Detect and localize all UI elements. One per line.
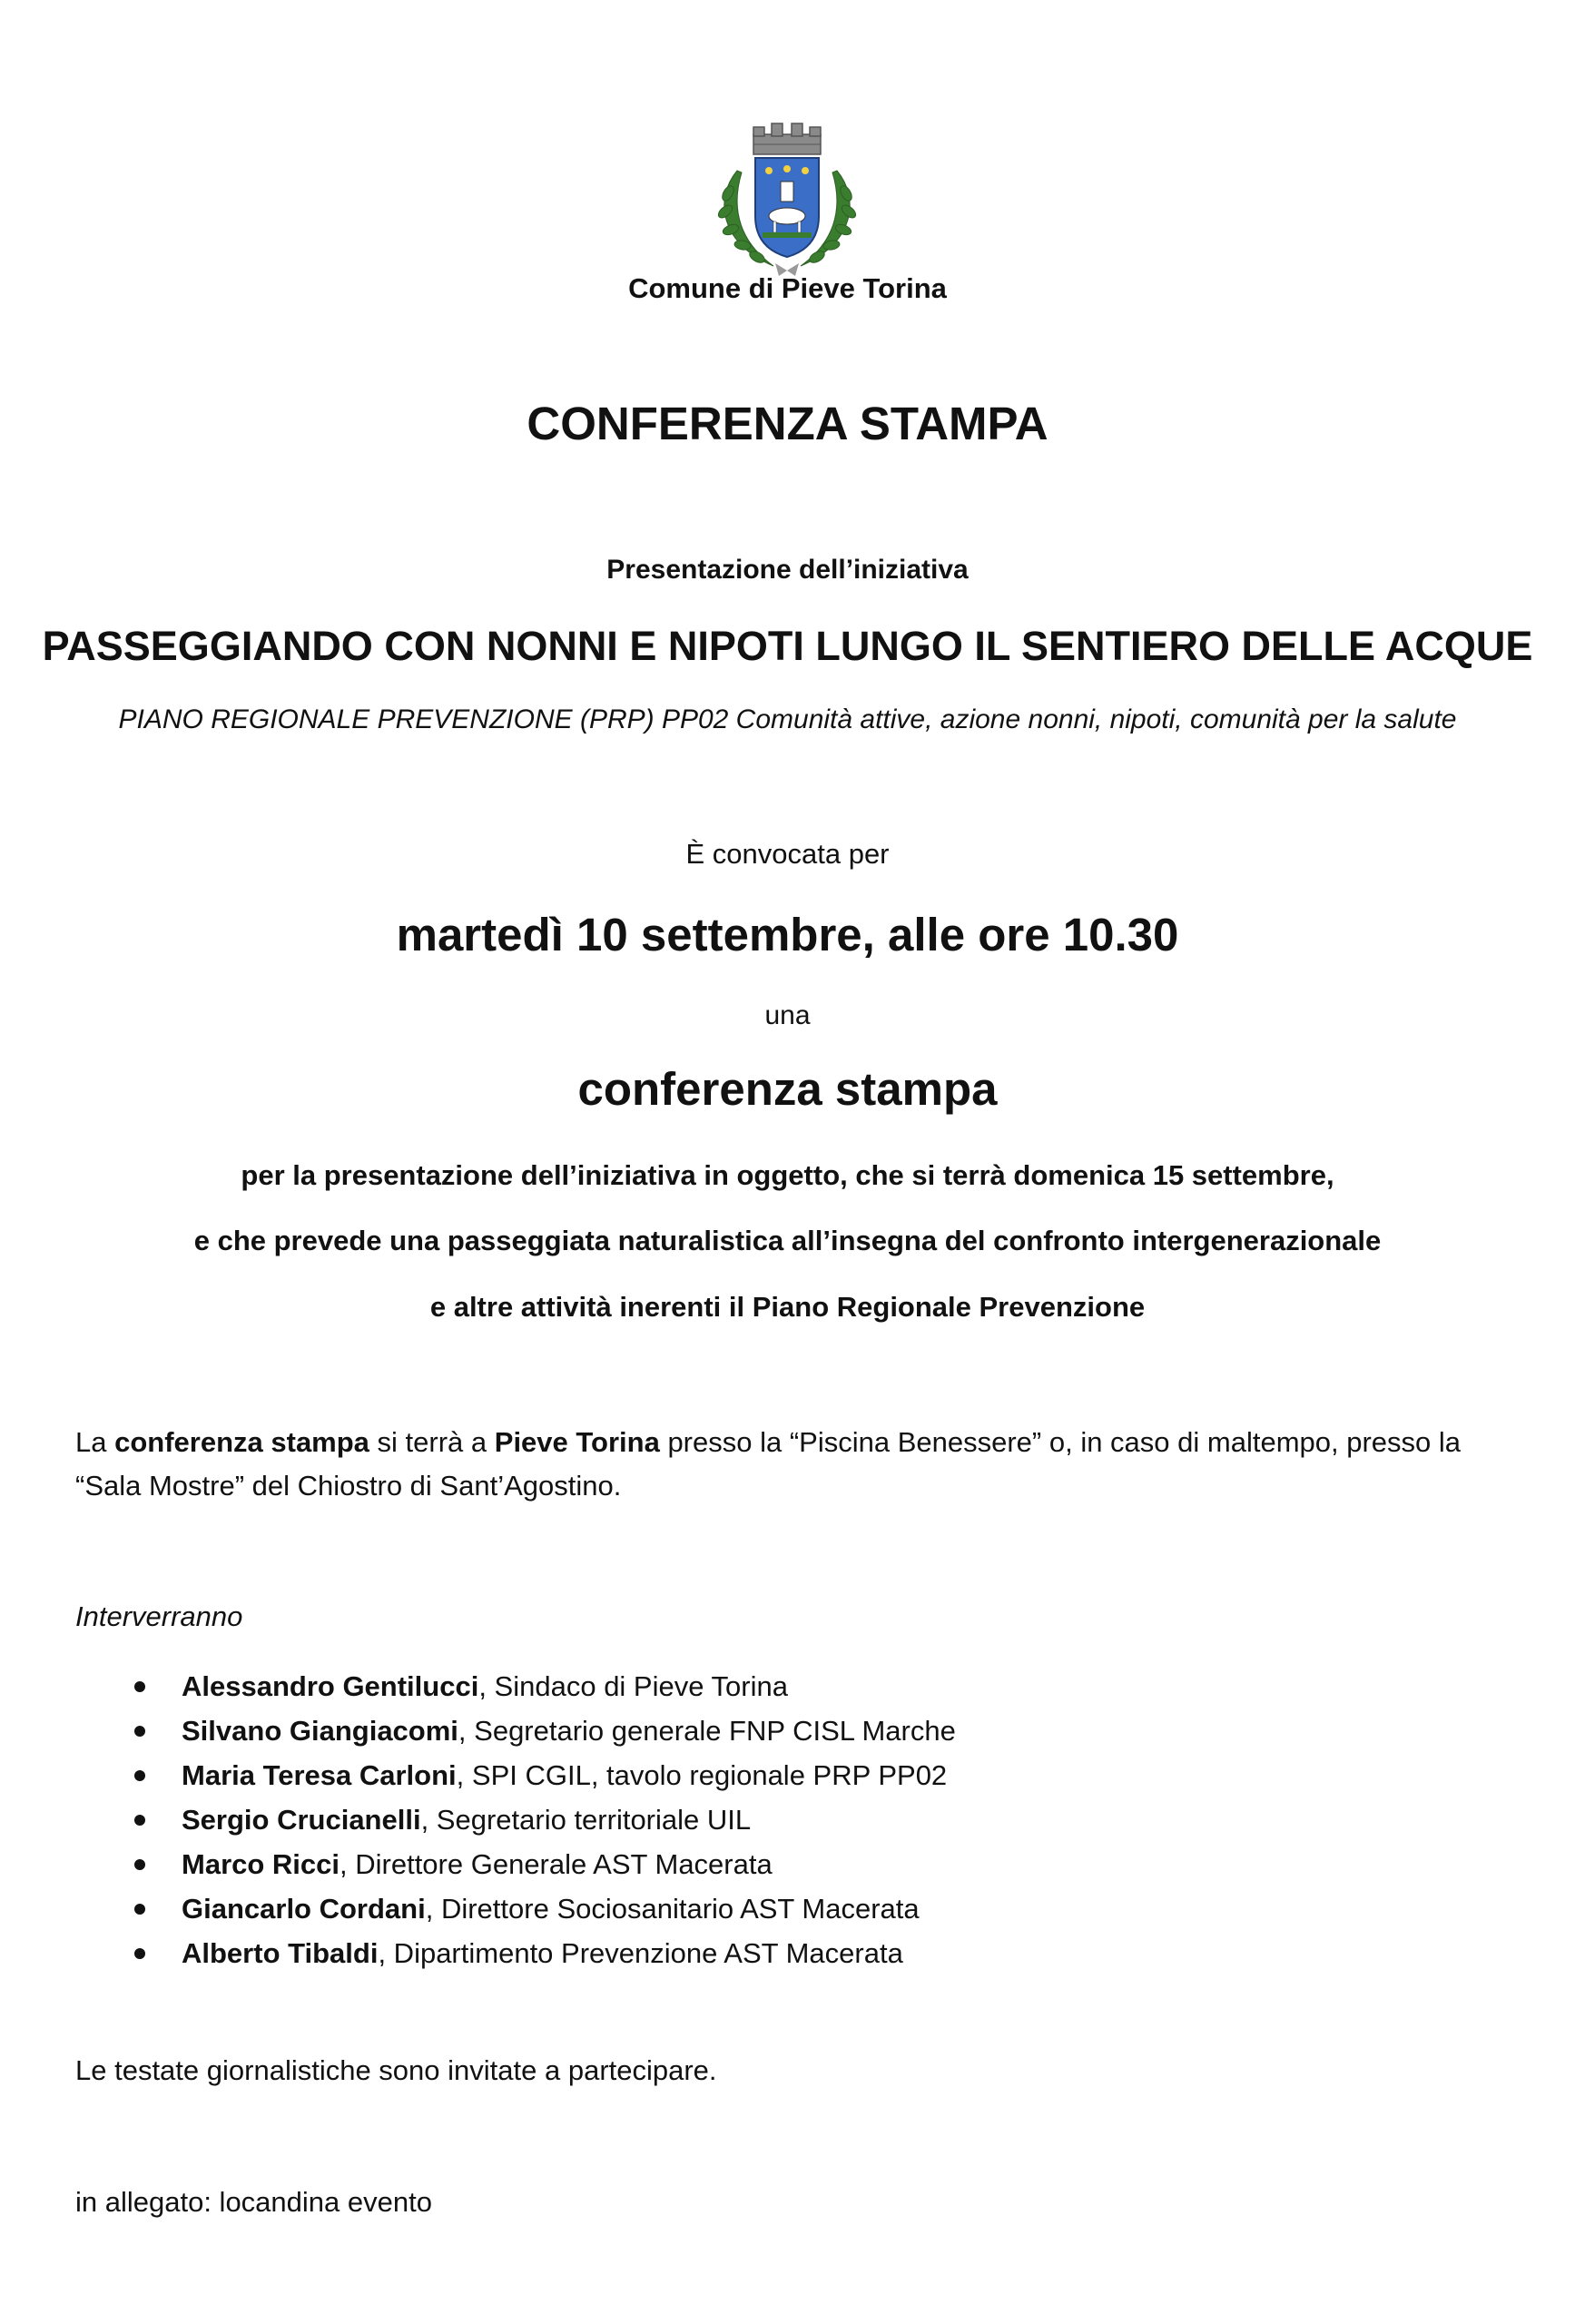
event-type: conferenza stampa <box>577 1063 998 1115</box>
description-line: per la presentazione dell’iniziativa in oggetto, che si terrà domenica 15 settembre, <box>241 1159 1334 1191</box>
speaker-name: Marco Ricci <box>182 1848 340 1880</box>
speaker-role: , Segretario generale FNP CISL Marche <box>458 1715 956 1747</box>
plan-subtitle: PIANO REGIONALE PREVENZIONE (PRP) PP02 Comunità attive, azione nonni, nipoti, comunità per la salute <box>118 704 1457 734</box>
speakers-heading: Interverranno <box>75 1600 243 1632</box>
list-item <box>134 1931 956 1975</box>
speaker-role: , Sindaco di Pieve Torina <box>478 1670 788 1702</box>
speaker-name: Alessandro Gentilucci <box>182 1670 479 1702</box>
page-title: CONFERENZA STAMPA <box>527 398 1048 449</box>
municipality-name: Comune di Pieve Torina <box>628 272 947 304</box>
description-line: e altre attività inerenti il Piano Regionale Prevenzione <box>429 1291 1146 1323</box>
invitation-text: Le testate giornalistiche sono invitate a partecipare. <box>75 2054 717 2086</box>
initiative-title: PASSEGGIANDO CON NONNI E NIPOTI LUNGO IL SENTIERO DELLE ACQUE <box>42 623 1533 669</box>
bullet-icon <box>134 1726 145 1737</box>
speaker-role: , Direttore Generale AST Macerata <box>340 1848 773 1880</box>
list-item <box>134 1753 956 1797</box>
event-date: martedì 10 settembre, alle ore 10.30 <box>396 909 1179 960</box>
attachment-note: in allegato: locandina evento <box>75 2186 432 2218</box>
bullet-icon <box>134 1859 145 1870</box>
speaker-role: , Dipartimento Prevenzione AST Macerata <box>378 1937 903 1969</box>
connector-text: una <box>764 1000 811 1030</box>
speaker-name: Silvano Giangiacomi <box>182 1715 458 1747</box>
bullet-icon <box>134 1770 145 1781</box>
speaker-role: , SPI CGIL, tavolo regionale PRP PP02 <box>456 1759 948 1791</box>
bullet-icon <box>134 1815 145 1826</box>
speaker-role: , Direttore Sociosanitario AST Macerata <box>425 1893 920 1925</box>
list-item <box>134 1886 956 1931</box>
bullet-icon <box>134 1681 145 1692</box>
coat-of-arms-icon <box>701 116 873 278</box>
speaker-name: Sergio Crucianelli <box>182 1804 421 1836</box>
location-line-2: “Sala Mostre” del Chiostro di Sant’Agostino. <box>75 1470 622 1502</box>
description-line: e che prevede una passeggiata naturalistica all’insegna del confronto intergenerazionale <box>193 1225 1382 1256</box>
convocation-text: È convocata per <box>685 838 890 870</box>
speaker-name: Alberto Tibaldi <box>182 1937 379 1969</box>
bullet-icon <box>134 1948 145 1959</box>
speakers-list <box>134 1664 956 1975</box>
speaker-name: Giancarlo Cordani <box>182 1893 426 1925</box>
list-item <box>134 1709 956 1753</box>
location-line-1: La conferenza stampa si terrà a Pieve Torina presso la “Piscina Benessere” o, in caso di maltempo, presso la <box>75 1426 1462 1458</box>
list-item <box>134 1842 956 1886</box>
speaker-role: , Segretario territoriale UIL <box>420 1804 752 1836</box>
location-paragraph <box>75 1421 1461 1508</box>
list-item <box>134 1664 956 1709</box>
list-item <box>134 1797 956 1842</box>
speaker-name: Maria Teresa Carloni <box>182 1759 457 1791</box>
bullet-icon <box>134 1904 145 1915</box>
presentation-label: Presentazione dell’iniziativa <box>606 555 969 585</box>
